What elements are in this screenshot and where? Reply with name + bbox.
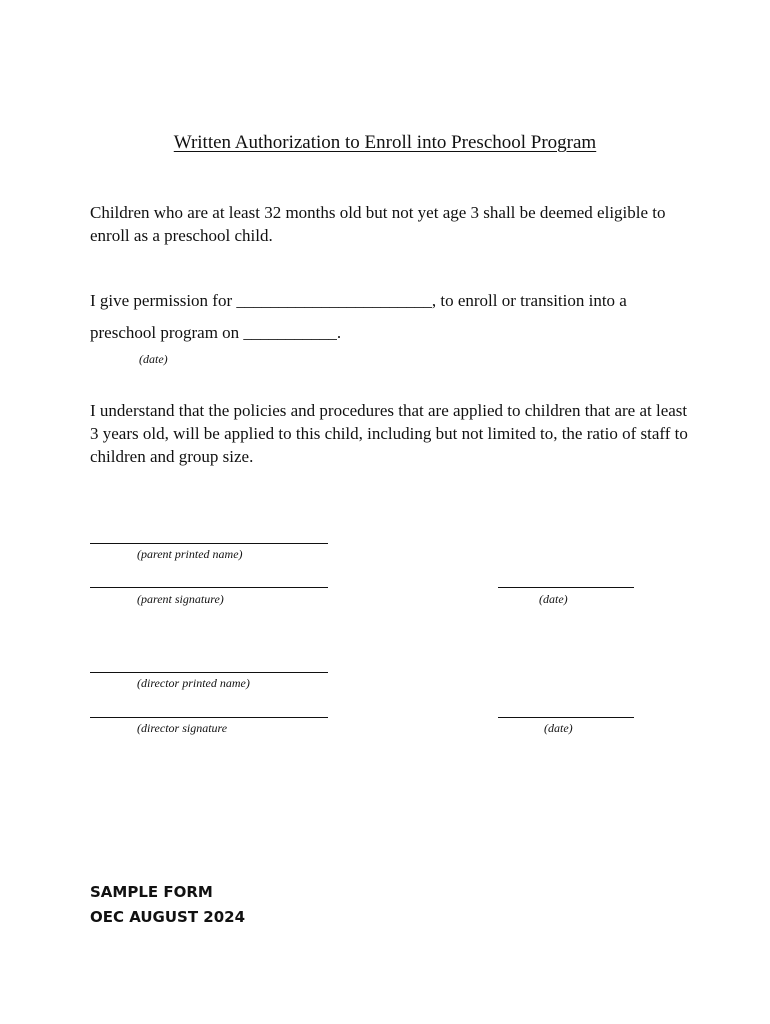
director-signature-label: (director signature (137, 721, 228, 735)
parent-printed-name-line[interactable] (90, 543, 328, 544)
form-title: Written Authorization to Enroll into Preschool Program (173, 132, 597, 153)
oec-date-label: OEC AUGUST 2024 (90, 908, 246, 926)
director-printed-name-label: (director printed name) (137, 676, 250, 690)
parent-signature-label: (parent signature) (137, 592, 224, 606)
director-printed-name-line[interactable] (90, 672, 328, 673)
parent-date-label: (date) (539, 592, 568, 606)
permission-line-2: preschool program on ___________. (90, 323, 342, 342)
policies-paragraph: I understand that the policies and procedures that are applied to children that are at least 3 years old, will be applied to this child, including but not limited to, the ratio of staff to children and group size. (90, 401, 688, 466)
permission-line-1: I give permission for _______________________, to enroll or transition into a (90, 291, 627, 310)
sample-form-label: SAMPLE FORM (90, 883, 213, 901)
permission-date-note: (date) (139, 352, 168, 366)
parent-printed-name-label: (parent printed name) (137, 547, 243, 561)
director-signature-line[interactable] (90, 717, 328, 718)
parent-date-line[interactable] (498, 587, 634, 588)
director-date-label: (date) (544, 721, 573, 735)
director-date-line[interactable] (498, 717, 634, 718)
parent-signature-line[interactable] (90, 587, 328, 588)
eligibility-paragraph: Children who are at least 32 months old but not yet age 3 shall be deemed eligible to enroll as a preschool child. (90, 203, 666, 245)
